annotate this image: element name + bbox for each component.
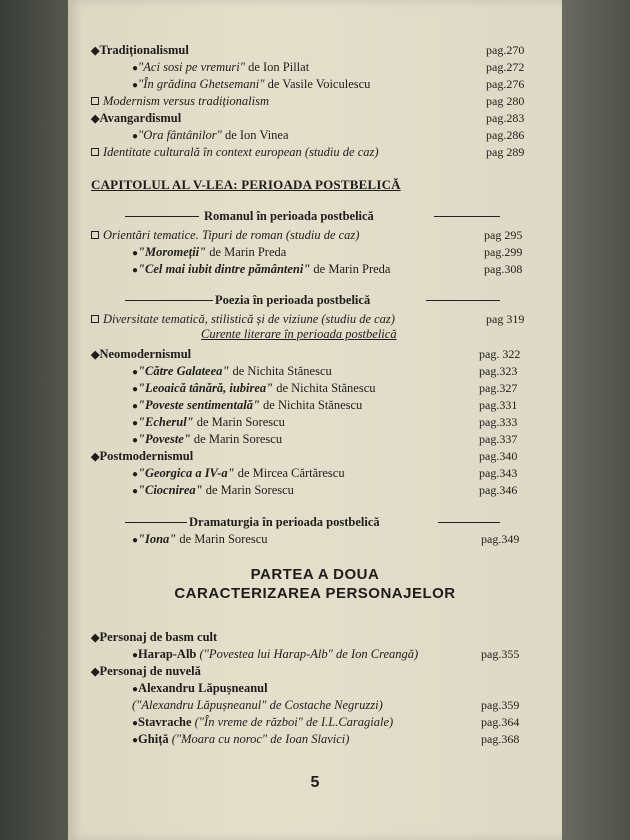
toc-entry: ●Alexandru Lăpușneanul [132, 681, 268, 695]
divider [434, 216, 500, 217]
circle-bullet-icon: ● [132, 535, 139, 546]
diamond-bullet-icon: ◆ [91, 45, 100, 57]
section-heading-dramaturgie: Dramaturgia în perioada postbelică [68, 514, 562, 530]
circle-bullet-icon: ● [132, 248, 139, 259]
circle-bullet-icon: ● [132, 401, 139, 412]
square-bullet-icon [91, 315, 99, 323]
divider [426, 300, 500, 301]
circle-bullet-icon: ● [132, 718, 139, 729]
divider [438, 522, 500, 523]
toc-entry: ●"Poveste sentimentală" de Nichita Stănescu pag.331 [132, 398, 518, 412]
circle-bullet-icon: ● [132, 384, 139, 395]
circle-bullet-icon: ● [132, 367, 139, 378]
circle-bullet-icon: ● [132, 435, 139, 446]
circle-bullet-icon: ● [132, 131, 139, 142]
diamond-bullet-icon: ◆ [91, 632, 100, 644]
toc-entry: ◆Personaj de nuvelă [91, 664, 201, 678]
toc-entry: ●"Cel mai iubit dintre pământeni" de Marin Preda pag.308 [132, 262, 523, 276]
toc-entry: Identitate culturală în context european (studiu de caz) pag 289 [68, 144, 562, 160]
toc-entry: ◆Neomodernismul pag. 322 [91, 347, 521, 361]
toc-entry: ●Harap-Alb ("Povestea lui Harap-Alb" de Ion Creangă) pag.355 [132, 647, 520, 661]
section-heading-roman: Romanul în perioada postbelică [68, 208, 562, 224]
circle-bullet-icon: ● [132, 80, 139, 91]
square-bullet-icon [91, 231, 99, 239]
square-bullet-icon [91, 97, 99, 105]
part-title: PARTEA A DOUA [250, 566, 380, 583]
toc-entry: ●"Georgica a IV-a" de Mircea Cărtărescu pag.343 [132, 466, 518, 480]
toc-entry: ●"Către Galateea" de Nichita Stănescu pag.323 [132, 364, 518, 378]
toc-entry: ●"Poveste" de Marin Sorescu pag.337 [132, 432, 518, 446]
circle-bullet-icon: ● [132, 486, 139, 497]
diamond-bullet-icon: ◆ [91, 113, 100, 125]
diamond-bullet-icon: ◆ [91, 666, 100, 678]
toc-entry: ●"Echerul" de Marin Sorescu pag.333 [132, 415, 518, 429]
toc-entry: ("Alexandru Lăpușneanul" de Costache Negruzzi) pag.359 [132, 698, 520, 712]
divider [125, 522, 187, 523]
toc-entry: ●"În grădina Ghetsemani" de Vasile Voiculescu pag.276 [132, 77, 525, 91]
circle-bullet-icon: ● [132, 735, 139, 746]
toc-entry: ◆Avangardismul pag.283 [91, 111, 525, 125]
toc-entry: Modernism versus tradiționalism pag 280 [68, 93, 562, 109]
toc-entry: ◆Postmodernismul pag.340 [91, 449, 518, 463]
circle-bullet-icon: ● [132, 63, 139, 74]
toc-entry: ◆Personaj de basm cult [91, 630, 218, 644]
toc-entry: Diversitate tematică, stilistică și de viziune (studiu de caz) pag 319 [68, 311, 562, 327]
divider [125, 300, 213, 301]
circle-bullet-icon: ● [132, 469, 139, 480]
part-subtitle: CARACTERIZAREA PERSONAJELOR [174, 585, 456, 602]
background-left [0, 0, 68, 840]
toc-entry: Orientări tematice. Tipuri de roman (studiu de caz) pag 295 [68, 227, 562, 243]
circle-bullet-icon: ● [132, 418, 139, 429]
background-right [560, 0, 630, 840]
toc-entry: ●"Aci sosi pe vremuri" de Ion Pillat pag.272 [132, 60, 525, 74]
toc-entry: ●"Ciocnirea" de Marin Sorescu pag.346 [132, 483, 518, 497]
page-number: 5 [310, 774, 320, 791]
subsection-heading-curente: Curente literare în perioada postbelică [201, 327, 397, 341]
toc-entry: ◆Tradiționalismul pag.270 [91, 43, 525, 57]
circle-bullet-icon: ● [132, 265, 139, 276]
toc-entry: ●"Ora fântânilor" de Ion Vinea pag.286 [132, 128, 525, 142]
toc-entry: ●"Leoaică tânără, iubirea" de Nichita Stănescu pag.327 [132, 381, 518, 395]
toc-entry: ●"Iona" de Marin Sorescu pag.349 [132, 532, 520, 546]
toc-entry: ●Stavrache ("În vreme de război" de I.L.Caragiale) pag.364 [132, 715, 520, 729]
divider [125, 216, 199, 217]
circle-bullet-icon: ● [132, 650, 139, 661]
toc-entry: ●Ghiță ("Moara cu noroc" de Ioan Slavici) pag.368 [132, 732, 520, 746]
diamond-bullet-icon: ◆ [91, 451, 100, 463]
section-heading-poezie: Poezia în perioada postbelică [68, 292, 562, 308]
square-bullet-icon [91, 148, 99, 156]
diamond-bullet-icon: ◆ [91, 349, 100, 361]
book-page [68, 0, 562, 840]
chapter-heading: CAPITOLUL AL V-LEA: PERIOADA POSTBELICĂ [91, 177, 401, 192]
circle-bullet-icon: ● [132, 684, 139, 695]
toc-entry: ●"Moromeții" de Marin Preda pag.299 [132, 245, 523, 259]
